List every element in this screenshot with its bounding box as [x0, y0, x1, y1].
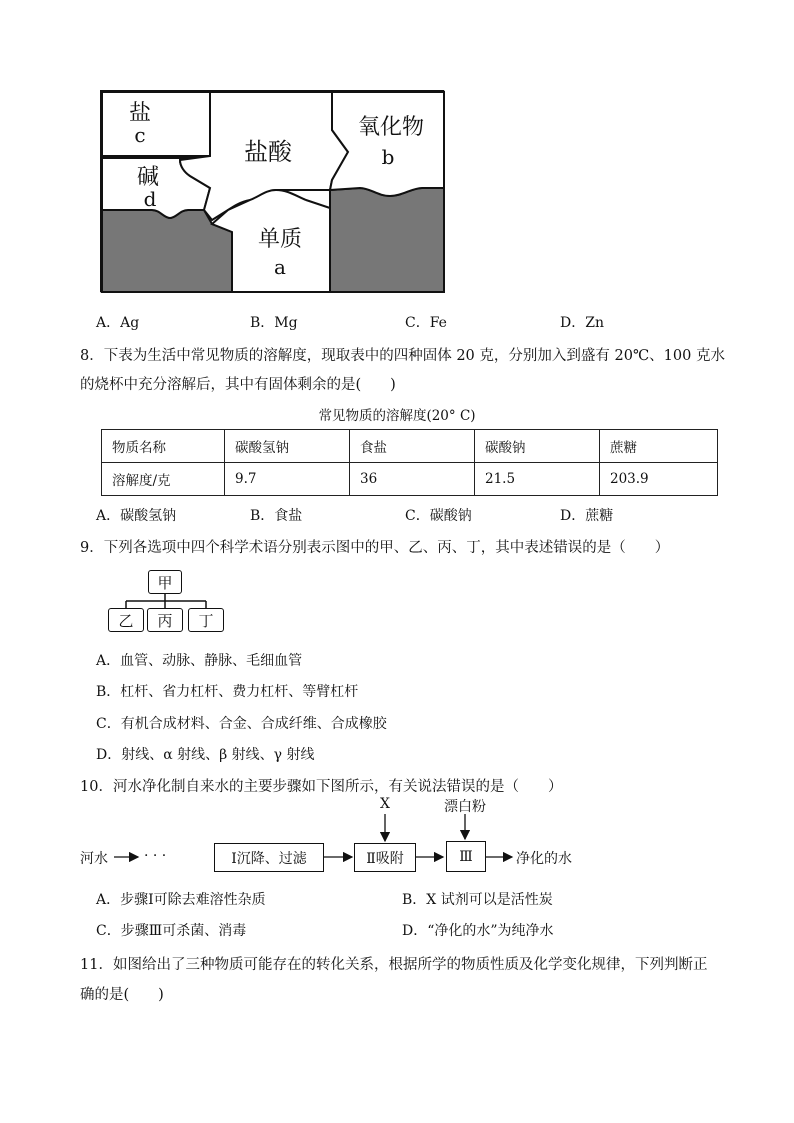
tree-node-left: 乙	[108, 608, 144, 632]
q7-option-a: A．Ag	[96, 315, 140, 331]
flow-dots: · · ·	[144, 848, 167, 864]
q7-option-b: B．Mg	[250, 315, 298, 331]
flow-step-1: Ⅰ沉降、过滤	[214, 843, 324, 872]
q7-option-c: C．Fe	[405, 315, 447, 331]
salt-label: 盐	[128, 101, 152, 126]
q10-stem: 10．河水净化制自来水的主要步骤如下图所示，有关说法错误的是（ ）	[80, 779, 563, 795]
q9-option-b: B．杠杆、省力杠杆、费力杠杆、等臂杠杆	[96, 684, 359, 700]
q10-option-d: D．“净化的水”为纯净水	[402, 923, 554, 939]
table-cell: 21.5	[475, 463, 600, 496]
oxide-letter: b	[381, 145, 395, 169]
element-label: 单质	[257, 227, 303, 252]
flow-step-3: Ⅲ	[446, 841, 486, 872]
flow-reagent-bleach: 漂白粉	[444, 799, 486, 815]
q10-option-b: B．X 试剂可以是活性炭	[402, 892, 553, 908]
salt-letter: c	[134, 123, 146, 147]
q8-option-a: A．碳酸氢钠	[96, 508, 177, 524]
table-cell: 溶解度/克	[102, 463, 225, 496]
table-cell: 碳酸氢钠	[225, 430, 350, 463]
flow-reagent-x: X	[380, 796, 390, 812]
q8-option-d: D．蔗糖	[560, 508, 614, 524]
q10-option-a: A．步骤Ⅰ可除去难溶性杂质	[96, 892, 266, 908]
table-cell: 碳酸钠	[475, 430, 600, 463]
q9-option-d: D．射线、α 射线、β 射线、γ 射线	[96, 747, 315, 763]
table-row	[102, 463, 718, 496]
puzzle-figure	[100, 90, 446, 294]
table-cell: 9.7	[225, 463, 350, 496]
q11-stem-line1: 11．如图给出了三种物质可能存在的转化关系，根据所学的物质性质及化学变化规律，下列判断正	[80, 957, 708, 973]
q8-stem-line1: 8．下表为生活中常见物质的溶解度，现取表中的四种固体 20 克，分别加入到盛有 20℃、100 克水	[80, 348, 725, 364]
table-cell: 食盐	[350, 430, 475, 463]
q8-option-c: C．碳酸钠	[405, 508, 472, 524]
q8-stem-line2: 的烧杯中充分溶解后，其中有固体剩余的是( )	[80, 377, 396, 393]
table-caption: 常见物质的溶解度(20° C)	[318, 408, 476, 424]
table-cell: 物质名称	[102, 430, 225, 463]
q10-option-c: C．步骤Ⅲ可杀菌、消毒	[96, 923, 247, 939]
q9-option-c: C．有机合成材料、合金、合成纤维、合成橡胶	[96, 716, 387, 732]
base-letter: d	[143, 187, 157, 211]
table-cell: 蔗糖	[600, 430, 718, 463]
q7-option-d: D．Zn	[560, 315, 604, 331]
table-cell: 36	[350, 463, 475, 496]
table-cell: 203.9	[600, 463, 718, 496]
q11-stem-line2: 确的是( )	[80, 987, 164, 1003]
solubility-table	[101, 429, 718, 496]
base-label: 碱	[136, 165, 160, 190]
element-letter: a	[274, 255, 286, 279]
tree-node-right: 丁	[188, 608, 224, 632]
flow-product: 净化的水	[516, 851, 572, 867]
tree-figure	[104, 568, 228, 634]
q9-option-a: A．血管、动脉、静脉、毛细血管	[96, 653, 303, 669]
acid-label: 盐酸	[244, 138, 292, 166]
oxide-label: 氧化物	[357, 115, 425, 140]
tree-node-middle: 丙	[147, 608, 183, 632]
q9-stem: 9．下列各选项中四个科学术语分别表示图中的甲、乙、丙、丁，其中表述错误的是（ ）	[80, 540, 670, 556]
flow-source: 河水	[80, 851, 108, 867]
q8-option-b: B．食盐	[250, 508, 303, 524]
table-row	[102, 430, 718, 463]
tree-node-top: 甲	[148, 570, 182, 594]
flow-step-2: Ⅱ吸附	[354, 843, 416, 872]
flow-figure	[80, 796, 600, 876]
